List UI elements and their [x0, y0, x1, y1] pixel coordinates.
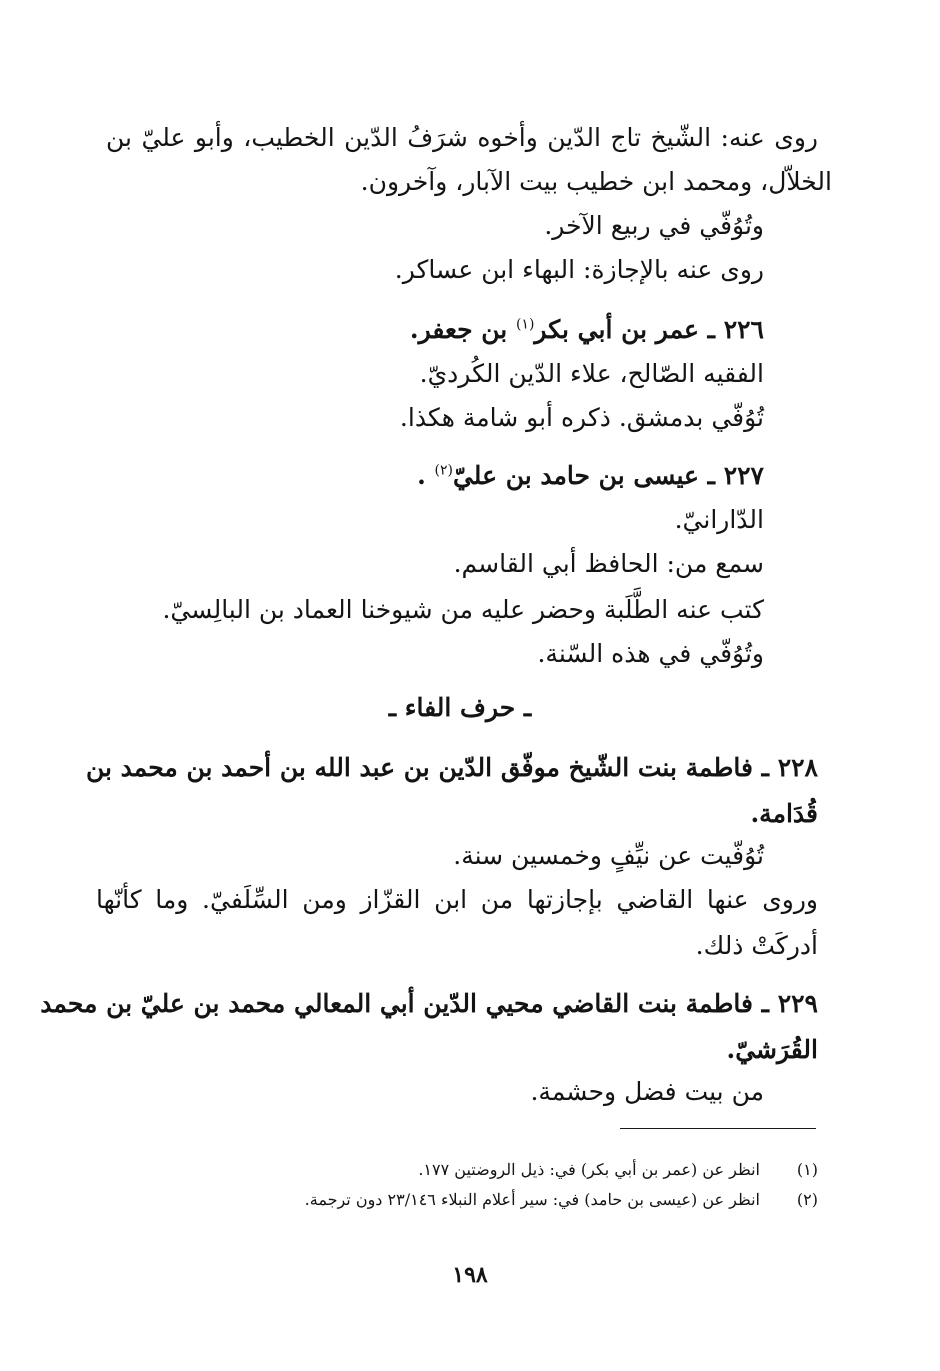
- body-line: وروى عنها القاضي بإجازتها من ابن القزّاز ومن السِّلَفيّ. وما كأنّها: [96, 885, 818, 914]
- entry-heading: [417, 456, 764, 496]
- body-line: روى عنه بالإجازة: البهاء ابن عساكر.: [394, 255, 764, 284]
- entry-heading: قُدَامة.: [750, 799, 818, 828]
- body-line: الدّارانيّ.: [674, 505, 764, 534]
- body-line: من بيت فضل وحشمة.: [530, 1077, 764, 1106]
- footnote-ref: (١): [515, 316, 535, 333]
- section-heading: ـ حرف الفاء ـ: [388, 693, 532, 722]
- body-line: سمع من: الحافظ أبي القاسم.: [453, 549, 764, 578]
- entry-name: ـ عمر بن أبي بكر: [534, 315, 724, 344]
- body-line: كتب عنه الطَّلَبة وحضر عليه من شيوخنا العماد بن البالِسيّ.: [162, 595, 764, 624]
- page-number: ١٩٨: [452, 1262, 488, 1288]
- entry-name-rest: .: [417, 461, 435, 490]
- footnote-number: (٢): [796, 1190, 818, 1209]
- footnote-ref: (٢): [434, 462, 453, 479]
- entry-heading: ٢٢٩ ـ فاطمة بنت القاضي محيي الدّين أبي المعالي محمد بن عليّ بن محمد: [40, 989, 818, 1018]
- body-line: أدركَتْ ذلك.: [695, 931, 818, 960]
- entry-name-rest: بن جعفر.: [409, 315, 516, 344]
- entry-heading: ٢٢٨ ـ فاطمة بنت الشّيخ موفّق الدّين بن عبد الله بن أحمد بن محمد بن: [85, 753, 818, 782]
- body-line: وتُوُفّي في ربيع الآخر.: [544, 211, 764, 240]
- entry-name: ـ عيسى بن حامد بن عليّ: [452, 461, 724, 490]
- body-line: وتُوُفّي في هذه السّنة.: [537, 639, 764, 668]
- body-line: الفقيه الصّالح، علاء الدّين الكُرديّ.: [419, 359, 764, 388]
- body-line: تُوُفّي بدمشق. ذكره أبو شامة هكذا.: [399, 403, 764, 432]
- footnote-separator: [620, 1128, 816, 1129]
- footnote-number: (١): [796, 1160, 818, 1179]
- entry-heading: [410, 310, 764, 350]
- entry-heading: القُرَشيّ.: [726, 1035, 818, 1064]
- entry-number: ٢٢٧: [723, 461, 764, 490]
- body-line: تُوُفّيت عن نيِّفٍ وخمسين سنة.: [453, 841, 764, 870]
- footnote-text: انظر عن (عيسى بن حامد) في: سير أعلام النبلاء ٢٣/١٤٦ دون ترجمة.: [304, 1190, 760, 1209]
- footnote-text: انظر عن (عمر بن أبي بكر) في: ذيل الروضتين ١٧٧.: [418, 1160, 760, 1179]
- entry-number: ٢٢٦: [723, 315, 764, 344]
- body-line: روى عنه: الشّيخ تاج الدّين وأخوه شرَفُ الدّين الخطيب، وأبو عليّ بن: [106, 123, 818, 152]
- body-line: الخلاّل، ومحمد ابن خطيب بيت الآبار، وآخرون.: [360, 167, 832, 196]
